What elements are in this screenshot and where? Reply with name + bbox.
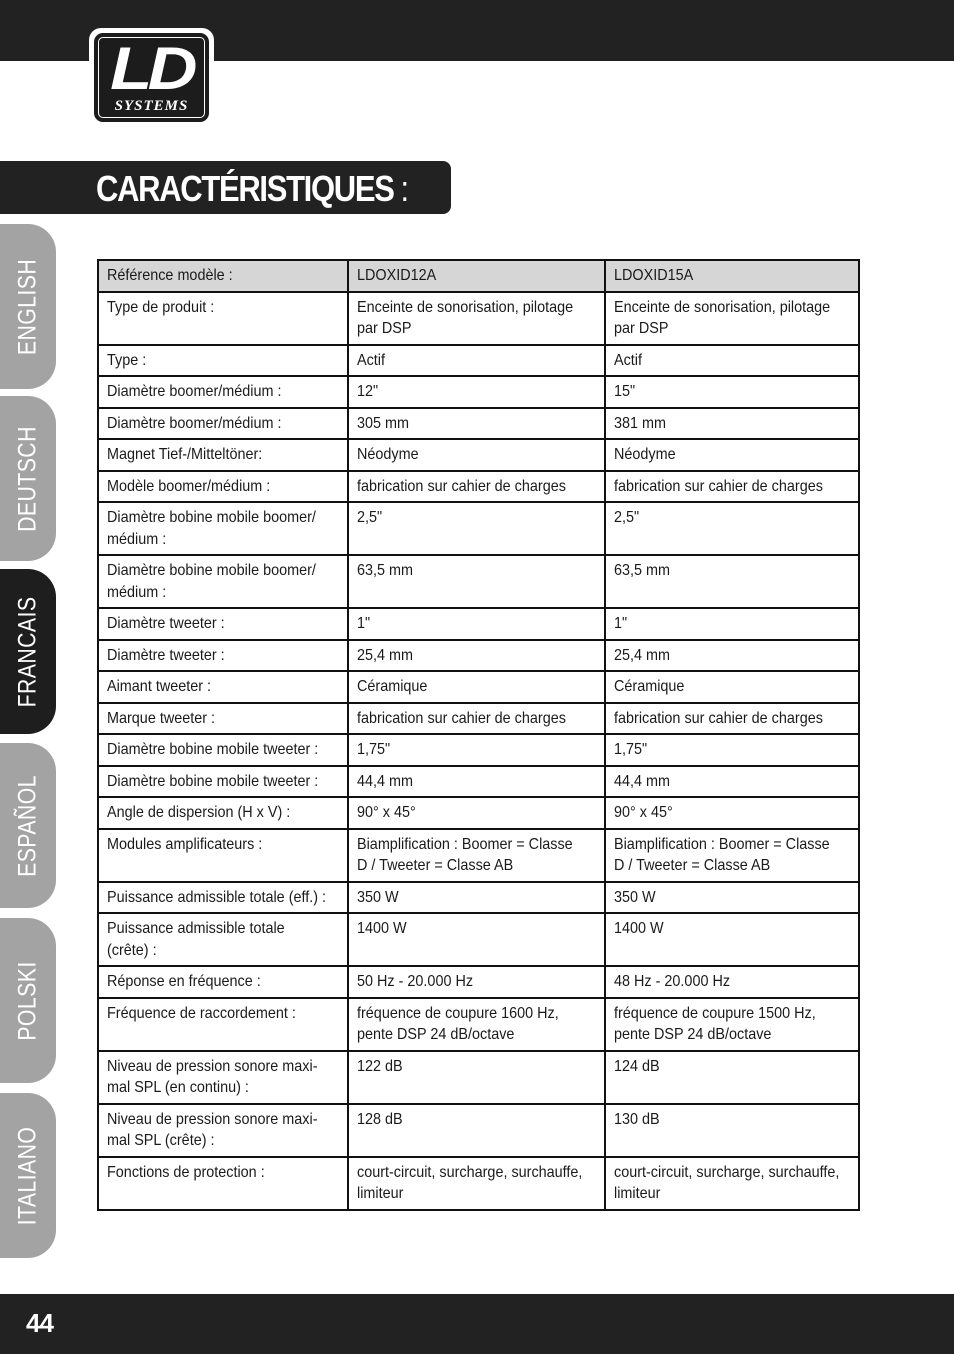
cell-text-line: court-circuit, surcharge, surchauffe, bbox=[614, 1163, 840, 1181]
cell-text-line: 63,5 mm bbox=[357, 562, 414, 579]
spec-value-12a-cell bbox=[348, 408, 605, 440]
cell-text-line: 12" bbox=[357, 383, 379, 400]
spec-value-12a-cell bbox=[348, 1051, 605, 1104]
spec-label-cell bbox=[98, 766, 348, 798]
spec-value-15a-cell bbox=[605, 471, 859, 503]
spec-label-cell bbox=[98, 913, 348, 966]
cell-text-line: 90° x 45° bbox=[614, 804, 673, 821]
cell-text-line: Niveau de pression sonore maxi- bbox=[107, 1110, 318, 1128]
cell-text-line: Céramique bbox=[357, 678, 428, 695]
specifications-table bbox=[97, 259, 860, 1211]
cell-text-line: 1" bbox=[614, 615, 628, 632]
page-number: 44 bbox=[26, 1308, 53, 1338]
spec-label-cell bbox=[98, 1051, 348, 1104]
table-row bbox=[98, 376, 859, 408]
cell-text-line: Enceinte de sonorisation, pilotage bbox=[614, 298, 831, 316]
spec-label-cell bbox=[98, 734, 348, 766]
spec-value-12a-cell bbox=[348, 913, 605, 966]
cell-text-line: Diamètre bobine mobile tweeter : bbox=[107, 741, 319, 758]
spec-value-15a-cell bbox=[605, 1157, 859, 1210]
lang-tab-label: ESPAÑOL bbox=[13, 774, 42, 877]
spec-value-15a-cell bbox=[605, 608, 859, 640]
cell-text-line: Actif bbox=[614, 351, 643, 369]
spec-value-12a-cell bbox=[348, 1104, 605, 1157]
lang-tab-english[interactable] bbox=[0, 224, 56, 389]
cell-text-line: fréquence de coupure 1600 Hz, bbox=[357, 1004, 559, 1022]
cell-text-line: fabrication sur cahier de charges bbox=[357, 709, 566, 727]
lang-tab-label: ITALIANO bbox=[13, 1126, 42, 1225]
spec-value-15a-cell bbox=[605, 766, 859, 798]
cell-text-line: 122 dB bbox=[357, 1057, 403, 1075]
table-row bbox=[98, 502, 859, 555]
spec-label-cell bbox=[98, 1104, 348, 1157]
cell-text-line: Marque tweeter : bbox=[107, 709, 216, 727]
cell-text-line: mal SPL (crête) : bbox=[107, 1132, 215, 1149]
cell-text-line: Fréquence de raccordement : bbox=[107, 1004, 296, 1022]
table-header-row bbox=[98, 260, 859, 292]
cell-text-line: 305 mm bbox=[357, 414, 410, 432]
cell-text-line: 1,75" bbox=[614, 741, 648, 758]
spec-label-cell bbox=[98, 829, 348, 882]
cell-text-line: 350 W bbox=[614, 888, 656, 906]
cell-text-line: 128 dB bbox=[357, 1110, 403, 1128]
cell-text-line: 44,4 mm bbox=[357, 772, 414, 790]
spec-label-cell bbox=[98, 555, 348, 608]
cell-text-line: (crête) : bbox=[107, 941, 157, 959]
lang-tab-label: ENGLISH bbox=[13, 258, 42, 355]
cell-text-line: D / Tweeter = Classe AB bbox=[614, 857, 771, 874]
spec-value-12a-cell bbox=[348, 345, 605, 377]
lang-tab-francais[interactable] bbox=[0, 569, 56, 734]
table-row bbox=[98, 555, 859, 608]
table-row bbox=[98, 913, 859, 966]
cell-text-line: 48 Hz - 20.000 Hz bbox=[614, 973, 731, 990]
spec-value-15a-cell bbox=[605, 966, 859, 998]
logo-systems-text: SYSTEMS bbox=[114, 98, 189, 114]
spec-value-12a-cell bbox=[348, 734, 605, 766]
cell-text-line: fabrication sur cahier de charges bbox=[614, 477, 823, 495]
spec-label-cell bbox=[98, 671, 348, 703]
cell-text-line: Puissance admissible totale bbox=[107, 920, 285, 937]
table-row bbox=[98, 345, 859, 377]
table-row bbox=[98, 766, 859, 798]
spec-label-cell bbox=[98, 882, 348, 914]
cell-text-line: 25,4 mm bbox=[357, 646, 414, 664]
spec-value-15a-cell bbox=[605, 703, 859, 735]
spec-value-12a-cell bbox=[348, 376, 605, 408]
spec-label-cell bbox=[98, 502, 348, 555]
cell-text-line: Diamètre tweeter : bbox=[107, 615, 225, 632]
spec-value-12a-cell bbox=[348, 703, 605, 735]
cell-text-line: limiteur bbox=[357, 1185, 404, 1202]
table-row bbox=[98, 998, 859, 1051]
cell-text-line: Diamètre tweeter : bbox=[107, 646, 225, 664]
section-title-colon: : bbox=[400, 168, 410, 209]
cell-text-line: Aimant tweeter : bbox=[107, 678, 212, 695]
bottom-bar bbox=[0, 1294, 954, 1354]
cell-text-line: Céramique bbox=[614, 678, 685, 695]
cell-text-line: par DSP bbox=[357, 320, 412, 337]
spec-value-12a-cell bbox=[348, 471, 605, 503]
cell-text-line: 2,5" bbox=[357, 509, 383, 526]
cell-text-line: Modules amplificateurs : bbox=[107, 835, 263, 853]
cell-text-line: médium : bbox=[107, 583, 167, 601]
cell-text-line: fabrication sur cahier de charges bbox=[614, 709, 823, 727]
cell-text-line: 350 W bbox=[357, 888, 399, 906]
header-model-12a: LDOXID12A bbox=[357, 267, 437, 284]
table-row bbox=[98, 439, 859, 471]
spec-value-12a-cell bbox=[348, 1157, 605, 1210]
cell-text-line: Modèle boomer/médium : bbox=[107, 477, 271, 495]
spec-label-cell bbox=[98, 292, 348, 345]
cell-text-line: par DSP bbox=[614, 320, 669, 337]
spec-label-cell bbox=[98, 608, 348, 640]
cell-text-line: Diamètre boomer/médium : bbox=[107, 414, 282, 432]
cell-text-line: 381 mm bbox=[614, 414, 667, 432]
spec-value-12a-cell bbox=[348, 882, 605, 914]
spec-value-12a-cell bbox=[348, 292, 605, 345]
spec-label-cell bbox=[98, 376, 348, 408]
cell-text-line: Biamplification : Boomer = Classe bbox=[614, 835, 830, 853]
cell-text-line: 130 dB bbox=[614, 1110, 660, 1128]
ld-systems-logo bbox=[89, 28, 214, 127]
table-row bbox=[98, 703, 859, 735]
spec-value-12a-cell bbox=[348, 966, 605, 998]
cell-text-line: Biamplification : Boomer = Classe bbox=[357, 835, 573, 853]
spec-label-cell bbox=[98, 998, 348, 1051]
spec-value-15a-cell bbox=[605, 882, 859, 914]
cell-text-line: 1" bbox=[357, 615, 371, 632]
cell-text-line: Enceinte de sonorisation, pilotage bbox=[357, 298, 574, 316]
spec-value-15a-cell bbox=[605, 829, 859, 882]
spec-value-12a-cell bbox=[348, 608, 605, 640]
cell-text-line: mal SPL (en continu) : bbox=[107, 1079, 249, 1096]
table-row bbox=[98, 797, 859, 829]
spec-label-cell bbox=[98, 471, 348, 503]
cell-text-line: 1400 W bbox=[357, 920, 407, 937]
cell-text-line: pente DSP 24 dB/octave bbox=[614, 1026, 772, 1043]
spec-value-12a-cell bbox=[348, 640, 605, 672]
cell-text-line: 25,4 mm bbox=[614, 646, 671, 664]
spec-value-15a-cell bbox=[605, 913, 859, 966]
spec-value-15a-cell bbox=[605, 1104, 859, 1157]
spec-value-15a-cell bbox=[605, 1051, 859, 1104]
spec-label-cell bbox=[98, 439, 348, 471]
table-row bbox=[98, 829, 859, 882]
cell-text-line: fabrication sur cahier de charges bbox=[357, 477, 566, 495]
lang-tab-label: DEUTSCH bbox=[13, 425, 42, 532]
cell-text-line: Type : bbox=[107, 351, 147, 369]
spec-value-15a-cell bbox=[605, 998, 859, 1051]
spec-label-cell bbox=[98, 408, 348, 440]
cell-text-line: Fonctions de protection : bbox=[107, 1163, 265, 1181]
cell-text-line: 1,75" bbox=[357, 741, 391, 758]
cell-text-line: limiteur bbox=[614, 1185, 661, 1202]
cell-text-line: Diamètre bobine mobile tweeter : bbox=[107, 772, 319, 790]
lang-tab-polski[interactable] bbox=[0, 918, 56, 1083]
header-cell bbox=[605, 260, 859, 292]
spec-value-15a-cell bbox=[605, 797, 859, 829]
cell-text-line: Diamètre bobine mobile boomer/ bbox=[107, 562, 316, 579]
cell-text-line: Diamètre bobine mobile boomer/ bbox=[107, 509, 316, 526]
cell-text-line: 15" bbox=[614, 383, 636, 400]
cell-text-line: Actif bbox=[357, 351, 386, 369]
spec-label-cell bbox=[98, 345, 348, 377]
cell-text-line: court-circuit, surcharge, surchauffe, bbox=[357, 1163, 583, 1181]
spec-value-15a-cell bbox=[605, 734, 859, 766]
cell-text-line: Réponse en fréquence : bbox=[107, 973, 261, 990]
spec-value-12a-cell bbox=[348, 502, 605, 555]
header-model-ref: Référence modèle : bbox=[107, 267, 233, 284]
table-row bbox=[98, 471, 859, 503]
lang-tab-italiano[interactable] bbox=[0, 1093, 56, 1258]
cell-text-line: 2,5" bbox=[614, 509, 640, 526]
table-row bbox=[98, 640, 859, 672]
cell-text-line: Magnet Tief-/Mitteltöner: bbox=[107, 446, 263, 463]
cell-text-line: Type de produit : bbox=[107, 298, 215, 316]
cell-text-line: 63,5 mm bbox=[614, 562, 671, 579]
section-title bbox=[96, 169, 409, 209]
spec-value-12a-cell bbox=[348, 766, 605, 798]
cell-text-line: 44,4 mm bbox=[614, 772, 671, 790]
logo-badge bbox=[94, 33, 209, 122]
spec-value-15a-cell bbox=[605, 439, 859, 471]
table-row bbox=[98, 1051, 859, 1104]
spec-value-15a-cell bbox=[605, 376, 859, 408]
cell-text-line: fréquence de coupure 1500 Hz, bbox=[614, 1004, 816, 1022]
section-title-bar bbox=[0, 161, 451, 214]
cell-text-line: Néodyme bbox=[357, 446, 419, 463]
cell-text-line: D / Tweeter = Classe AB bbox=[357, 857, 514, 874]
spec-label-cell bbox=[98, 640, 348, 672]
lang-tab-espanol[interactable] bbox=[0, 743, 56, 908]
cell-text-line: 124 dB bbox=[614, 1057, 660, 1075]
spec-value-15a-cell bbox=[605, 671, 859, 703]
cell-text-line: 90° x 45° bbox=[357, 804, 416, 821]
cell-text-line: Puissance admissible totale (eff.) : bbox=[107, 888, 327, 906]
spec-value-15a-cell bbox=[605, 502, 859, 555]
spec-value-12a-cell bbox=[348, 671, 605, 703]
table-row bbox=[98, 671, 859, 703]
table-row bbox=[98, 408, 859, 440]
lang-tab-label: POLSKI bbox=[13, 960, 42, 1041]
header-cell bbox=[98, 260, 348, 292]
table-row bbox=[98, 734, 859, 766]
spec-value-15a-cell bbox=[605, 408, 859, 440]
spec-label-cell bbox=[98, 797, 348, 829]
spec-label-cell bbox=[98, 703, 348, 735]
spec-value-12a-cell bbox=[348, 998, 605, 1051]
lang-tab-deutsch[interactable] bbox=[0, 396, 56, 561]
spec-value-15a-cell bbox=[605, 345, 859, 377]
table-row bbox=[98, 292, 859, 345]
cell-text-line: Néodyme bbox=[614, 446, 676, 463]
spec-value-15a-cell bbox=[605, 292, 859, 345]
table-row bbox=[98, 1157, 859, 1210]
cell-text-line: pente DSP 24 dB/octave bbox=[357, 1026, 515, 1043]
spec-label-cell bbox=[98, 1157, 348, 1210]
table-row bbox=[98, 966, 859, 998]
spec-value-12a-cell bbox=[348, 829, 605, 882]
header-model-15a: LDOXID15A bbox=[614, 267, 694, 284]
cell-text-line: Niveau de pression sonore maxi- bbox=[107, 1057, 318, 1075]
table-row bbox=[98, 608, 859, 640]
cell-text-line: Diamètre boomer/médium : bbox=[107, 383, 282, 400]
logo-ld-text: LD bbox=[110, 35, 193, 102]
cell-text-line: Angle de dispersion (H x V) : bbox=[107, 804, 291, 821]
spec-value-12a-cell bbox=[348, 439, 605, 471]
header-cell bbox=[348, 260, 605, 292]
lang-tab-label: FRANCAIS bbox=[13, 596, 42, 707]
spec-value-15a-cell bbox=[605, 640, 859, 672]
spec-label-cell bbox=[98, 966, 348, 998]
section-title-main: CARACTÉRISTIQUES bbox=[96, 168, 394, 209]
cell-text-line: médium : bbox=[107, 530, 167, 548]
cell-text-line: 50 Hz - 20.000 Hz bbox=[357, 973, 474, 990]
table-row bbox=[98, 1104, 859, 1157]
spec-value-15a-cell bbox=[605, 555, 859, 608]
spec-value-12a-cell bbox=[348, 555, 605, 608]
spec-value-12a-cell bbox=[348, 797, 605, 829]
table-row bbox=[98, 882, 859, 914]
cell-text-line: 1400 W bbox=[614, 920, 664, 937]
